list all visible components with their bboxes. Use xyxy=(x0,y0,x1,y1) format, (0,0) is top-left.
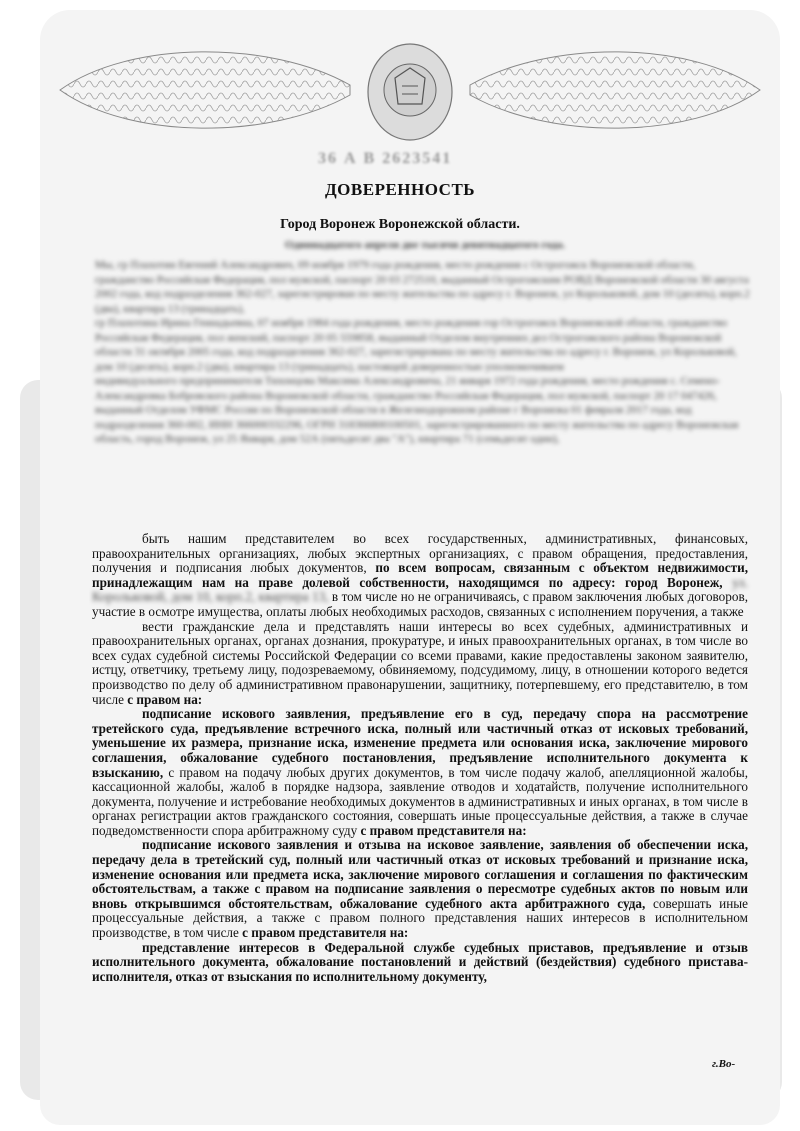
paragraph-bailiff-powers: представление интересов в Федеральной службе судебных приставов, предъявление и отзыв исполнительного документа, обжалование постановлений и действий (бездействия) судебного пристава-исполнителя, отказ от взыскания по исполнительному документу, xyxy=(92,939,748,984)
redacted-principals: Мы, гр Плахотин Евгений Александрович, 09 ноября 1979 года рождения, место рождения с Острогожск Воронежской области, гражданство Российская Федерация, пол мужской, паспорт 20 03 272510, выданный Острогожским РОВД Воронежской области 30 августа 2002 года, код подразделения 362-027, зарегистрирован по месту жительства по адресу г. Воронеж, ул Корольковой, дом 10 (десять), корп.2 (два), квартира 13 (тринадцать), гр Плахотина Ирина Геннадьевна, 07 ноября 1984 года рождения, место рождения гор Острогожск Воронежской области, гражданство Российская Федерация, пол женский, паспорт 20 05 559858, выданный Отделом внутренних дел Острогожского района Воронежской области 31 октября 2005 года, код подразделения 362-027, зарегистрирована по месту жительства по адресу г. Воронеж, ул Корольковой, дом 10 (десять), корп.2 (два), квартира 13 (тринадцать), настоящей доверенностью уполномочиваем индивидуального предпринимателя Тихонцова Максима Александровича, 21 января 1972 года рождения, место рождения с. Семено-Александровка Бобровского района Воронежской области, гражданство Российская Федерация, пол мужской, паспорт 20 17 047426, выданный Отделом УФМС России по Воронежской области в Железнодорожном районе г Воронежа 01 февраля 2017 года, код подразделения 360-002, ИНН 366000332296, ОГРН 318366800100501, зарегистрированного по месту жительства по адресу Воронежская область, город Воронеж, ул 25 Января, дом 52А (пятьдесят два "А"), квартира 71 (семьдесят один), xyxy=(95,259,750,445)
blank-serial-number: 36 А В 2623541 xyxy=(318,150,453,167)
document-title: ДОВЕРЕННОСТЬ xyxy=(324,180,476,199)
continuation-mark: г.Во- xyxy=(712,1058,736,1070)
city-line: Город Воронеж Воронежской области. xyxy=(280,217,520,232)
redacted-date-line: Одиннадцатого апреля две тысячи девятнадцатого года. xyxy=(284,239,566,251)
paragraph-arbitration-powers: подписание искового заявления и отзыва на исковое заявление, заявления об обеспечении иска, передачу дела в третейский суд, полный или частичный отказ от исковых требований и признание иска, изменение основания или предмета иска, заключение мирового соглашения и соглашения по фактическим обстоятельствам, а также с правом на подписание заявления о пересмотре судебных актов по новым или вновь открывшимся обстоятельствам, обжалование судебного акта арбитражного суда, совершать иные процессуальные действия, а также с правом полного представления наших интересов в исполнительном производстве, в том числе с правом представителя на: xyxy=(92,837,748,941)
paragraph-court-powers: вести гражданские дела и представлять наши интересы во всех судебных, административных и правоохранительных органах, органах дознания, прокуратуре, и иных правоохранительных органах, в том числе во всех судах судебной системы Российской Федерации со всеми правами, какие предоставлены законом заявителю, истцу, ответчику, третьему лицу, подозреваемому, обвиняемому, подсудимому, лицу, в отношении которого ведется производство по делу об административном правонарушении, защитнику, потерпевшему, его представителю, в том числе с правом на: xyxy=(92,618,748,707)
redacted-address: ул. Корольковой, дом 10, корп.2, квартира 13, xyxy=(92,574,749,605)
guilloche-ornament xyxy=(50,30,770,150)
paragraph-claim-powers: подписание искового заявления, предъявление его в суд, передачу спора на рассмотрение третейского суда, предъявление встречного иска, полный или частичный отказ от исковых требований, уменьшение их размера, признание иска, изменение предмета или основания иска, заключение мирового соглашения, обжалование судебного постановления, предъявление исполнительного документа к взысканию, с правом на подачу любых других документов, в том числе подачу жалоб, апелляционной жалобы, кассационной жалобы, жалоб в порядке надзора, заявление отводов и ходатайств, получение исполнительного документа, получение и истребование необходимых документов в административных и иных органах, в том числе в органах регистрации актов гражданского состояния, совершать иные процессуальные действия, а также в случае подведомственности спора арбитражному суду с правом представителя на: xyxy=(92,706,748,838)
paragraph-representation: быть нашим представителем во всех государственных, административных, финансовых, правоохранительных организациях, любых экспертных организациях, с правом обращения, предоставления, получения и подписания любых документов, по всем вопросам, связанным с объектом недвижимости, принадлежащим нам на праве долевой собственности, находящимся по адресу: город Воронеж, ул. Корольковой, дом 10, корп.2, квартира 13, в том числе но не ограничиваясь, с правом заключения любых договоров, участие в осмотре имущества, оплаты любых необходимых расходов, связанных с исполнением поручения, а также xyxy=(92,531,749,619)
document-body xyxy=(92,532,748,984)
